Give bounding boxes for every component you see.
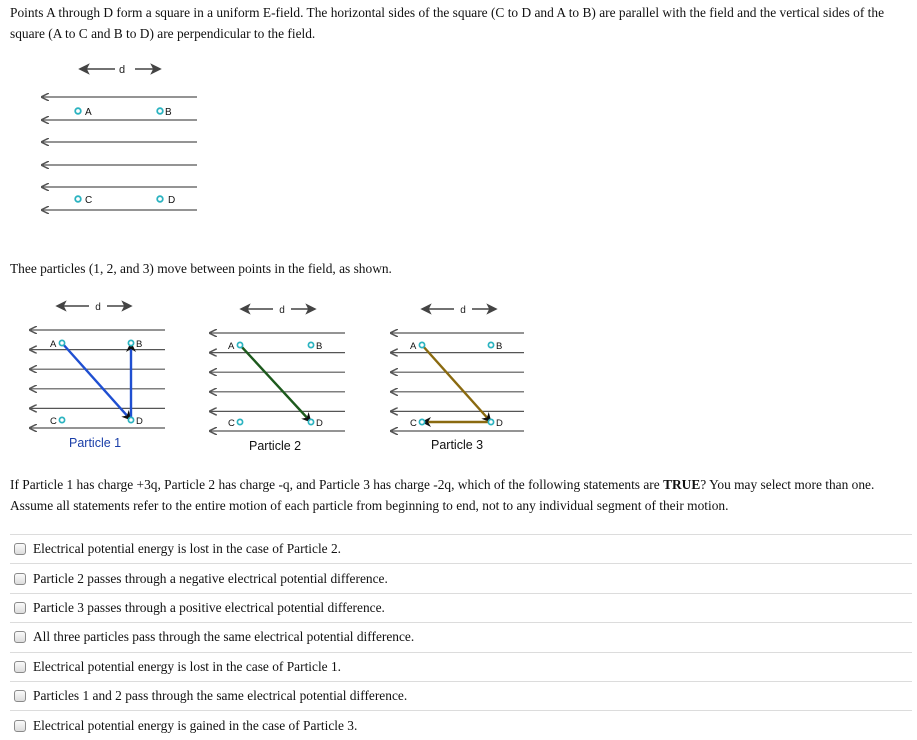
point-label: D xyxy=(316,418,323,429)
option-3[interactable] xyxy=(10,593,912,622)
option-6[interactable] xyxy=(10,681,912,710)
distance-indicator xyxy=(241,305,315,313)
checkbox[interactable] xyxy=(14,720,26,732)
point-label: D xyxy=(136,416,143,427)
distance-indicator xyxy=(422,305,496,313)
option-7[interactable] xyxy=(10,710,912,739)
point-b xyxy=(488,342,493,347)
point-c xyxy=(75,195,92,206)
svg-text:C: C xyxy=(85,195,93,206)
checkbox[interactable] xyxy=(14,631,26,643)
point-label: A xyxy=(410,341,417,352)
svg-text:A: A xyxy=(85,107,92,118)
option-label: Particle 3 passes through a positive electrical potential difference. xyxy=(33,599,385,615)
answer-options xyxy=(10,534,912,740)
point-label: B xyxy=(136,339,143,350)
particle-1-title: Particle 1 xyxy=(69,436,122,450)
option-label: Particles 1 and 2 pass through the same electrical potential difference. xyxy=(33,688,408,704)
option-2[interactable] xyxy=(10,563,912,592)
distance-indicator xyxy=(80,65,160,73)
checkbox[interactable] xyxy=(14,573,26,585)
distance-label: d xyxy=(118,64,126,76)
option-label: All three particles pass through the same electrical potential difference. xyxy=(33,629,415,645)
particle-2-title: Particle 2 xyxy=(249,439,302,453)
point-label: C xyxy=(50,416,57,427)
point-c xyxy=(419,419,424,424)
checkbox[interactable] xyxy=(14,602,26,614)
particle-1-path xyxy=(62,343,131,420)
question-text: If Particle 1 has charge +3q, Particle 2 has charge -q, and Particle 3 has charge -2q, which of the following statements are TRUE? You may select more than one. Assume all statements refer to the entire motion of each particle from beginning to end, not to any individual segment of their motion. xyxy=(10,477,875,513)
point-a xyxy=(237,342,242,347)
point-label: C xyxy=(410,418,417,429)
distance-indicator xyxy=(57,302,131,310)
point-b xyxy=(157,107,172,118)
checkbox[interactable] xyxy=(14,661,26,673)
point-label: A xyxy=(228,341,235,352)
svg-text:D: D xyxy=(168,195,176,206)
option-4[interactable] xyxy=(10,622,912,651)
point-a xyxy=(419,342,424,347)
point-label: B xyxy=(316,341,323,352)
particle-3-diagram xyxy=(391,305,524,431)
point-d xyxy=(128,417,133,422)
point-label: B xyxy=(496,341,503,352)
distance-label: d xyxy=(279,305,285,316)
true-emphasis: TRUE xyxy=(663,477,701,492)
point-b xyxy=(128,340,133,345)
svg-text:B: B xyxy=(165,107,172,118)
point-c xyxy=(59,417,64,422)
field-lines xyxy=(42,97,197,210)
point-d xyxy=(157,195,175,206)
particle-3-path xyxy=(422,345,491,422)
point-d xyxy=(308,419,313,424)
option-label: Electrical potential energy is lost in the case of Particle 2. xyxy=(33,541,342,557)
option-5[interactable] xyxy=(10,652,912,681)
point-label: C xyxy=(228,418,235,429)
option-1[interactable] xyxy=(10,534,912,563)
particles-intro-text: Thee particles (1, 2, and 3) move between points in the field, as shown. xyxy=(10,261,392,276)
particle-2-diagram xyxy=(210,305,345,431)
point-b xyxy=(308,342,313,347)
option-label: Electrical potential energy is lost in the case of Particle 1. xyxy=(33,658,342,674)
point-label: D xyxy=(496,418,503,429)
point-a xyxy=(75,107,92,118)
point-label: A xyxy=(50,339,57,350)
distance-label: d xyxy=(95,302,101,313)
particle-1-diagram xyxy=(30,302,165,428)
intro-text: Points A through D form a square in a uniform E-field. The horizontal sides of the square (C to D and A to B) are parallel with the field and the vertical sides of the square (A to C and B to D) are perpendicular to the field. xyxy=(10,5,885,41)
particle-2-path xyxy=(240,345,311,422)
distance-label: d xyxy=(460,305,466,316)
point-d xyxy=(488,419,493,424)
particle-3-title: Particle 3 xyxy=(431,438,484,452)
checkbox[interactable] xyxy=(14,690,26,702)
point-a xyxy=(59,340,64,345)
option-label: Particle 2 passes through a negative electrical potential difference. xyxy=(33,570,388,586)
point-c xyxy=(237,419,242,424)
option-label: Electrical potential energy is gained in the case of Particle 3. xyxy=(33,717,358,733)
checkbox[interactable] xyxy=(14,543,26,555)
